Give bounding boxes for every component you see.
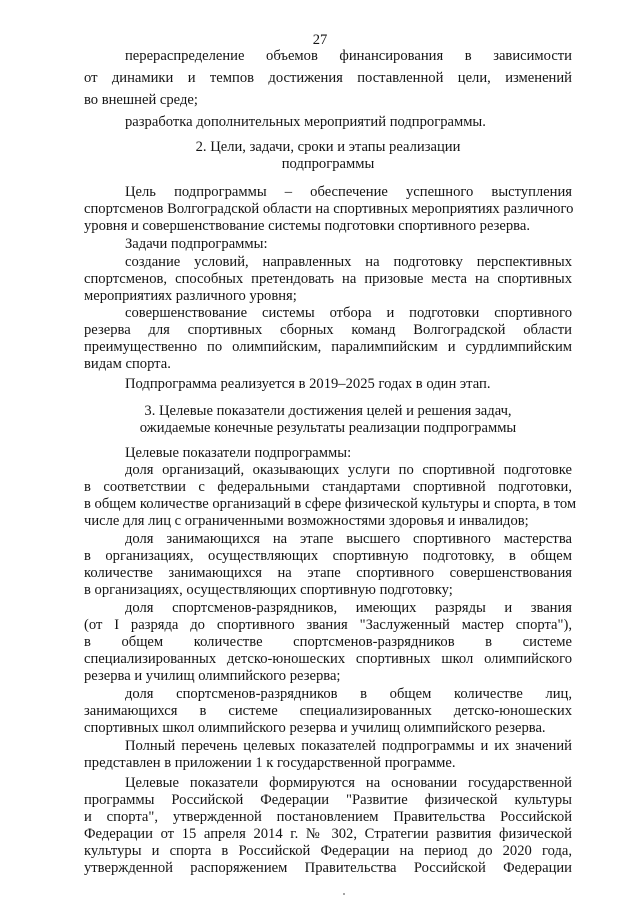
text-line: доля организаций, оказывающих услуги по спортивной подготовке xyxy=(125,462,572,478)
text-line: резерва и училищ олимпийского резерва; xyxy=(84,668,341,684)
text-line: уровня и совершенствование системы подготовки спортивного резерва. xyxy=(84,218,530,234)
text-line: в организациях, осуществляющих спортивную подготовку, в общем xyxy=(84,548,572,564)
text-line: Цель подпрограммы – обеспечение успешного выступления xyxy=(125,184,572,200)
text-line: Подпрограмма реализуется в 2019–2025 годах в один этап. xyxy=(125,376,491,392)
text-line: Целевые показатели формируются на основании государственной xyxy=(125,775,572,791)
text-line: видам спорта. xyxy=(84,356,171,372)
text-line: совершенствование системы отбора и подготовки спортивного xyxy=(125,305,572,321)
text-line: количестве занимающихся на этапе спортивного совершенствования xyxy=(84,565,572,581)
text-line: доля спортсменов-разрядников в общем количестве лиц, xyxy=(125,686,572,702)
text-line: Полный перечень целевых показателей подпрограммы и их значений xyxy=(125,738,572,754)
text-line: в общем количестве организаций в сфере физической культуры и спорта, в том xyxy=(84,496,577,512)
text-line: перераспределение объемов финансирования в зависимости xyxy=(125,48,572,64)
text-line: утвержденной распоряжением Правительства Российской Федерации xyxy=(84,860,572,876)
text-line: преимущественно по олимпийским, паралимпийским и сурдлимпийским xyxy=(84,339,572,355)
text-line: спортивных школ олимпийского резерва и училищ олимпийского резерва. xyxy=(84,720,546,736)
text-line: ожидаемые конечные результаты реализации подпрограммы xyxy=(139,420,517,436)
text-line: доля спортсменов-разрядников, имеющих разряды и звания xyxy=(125,600,572,616)
text-line: 3. Целевые показатели достижения целей и решения задач, xyxy=(144,403,512,419)
text-line: Задачи подпрограммы: xyxy=(125,236,268,252)
text-line: спортсменов, способных претендовать на призовые места на спортивных xyxy=(84,271,572,287)
text-line: занимающихся в системе специализированных детско-юношеских xyxy=(84,703,572,719)
text-line: (от I разряда до спортивного звания "Заслуженный мастер спорта"), xyxy=(84,617,572,633)
text-line: культуры и спорта в Российской Федерации на период до 2020 года, xyxy=(84,843,572,859)
text-line: спортсменов Волгоградской области на спортивных мероприятиях различного xyxy=(84,201,574,217)
text-line: и спорта", утвержденной постановлением Правительства Российской xyxy=(84,809,572,825)
text-line: представлен в приложении 1 к государственной программе. xyxy=(84,755,456,771)
text-line: подпрограммы xyxy=(281,156,375,172)
text-line: создание условий, направленных на подготовку перспективных xyxy=(125,254,572,270)
text-line: 2. Цели, задачи, сроки и этапы реализации xyxy=(195,139,461,155)
page-number: 27 xyxy=(312,32,328,48)
text-line: резерва для спортивных сборных команд Волгоградской области xyxy=(84,322,572,338)
text-line: специализированных детско-юношеских спортивных школ олимпийского xyxy=(84,651,572,667)
text-line: в общем количестве спортсменов-разрядников в системе xyxy=(84,634,572,650)
text-line: в организациях, осуществляющих спортивную подготовку; xyxy=(84,582,453,598)
scan-speck xyxy=(343,893,345,895)
text-line: числе для лиц с ограниченными возможностями здоровья и инвалидов; xyxy=(84,513,529,529)
text-line: во внешней среде; xyxy=(84,92,198,108)
text-line: от динамики и темпов достижения поставленной цели, изменений xyxy=(84,70,572,86)
text-line: в соответствии с федеральными стандартами спортивной подготовки, xyxy=(84,479,572,495)
text-line: Целевые показатели подпрограммы: xyxy=(125,445,352,461)
text-line: разработка дополнительных мероприятий подпрограммы. xyxy=(125,114,486,130)
text-line: Федерации от 15 апреля 2014 г. № 302, Стратегии развития физической xyxy=(84,826,572,842)
text-line: доля занимающихся на этапе высшего спортивного мастерства xyxy=(125,531,572,547)
text-line: программы Российской Федерации "Развитие физической культуры xyxy=(84,792,572,808)
text-line: мероприятиях различного уровня; xyxy=(84,288,297,304)
